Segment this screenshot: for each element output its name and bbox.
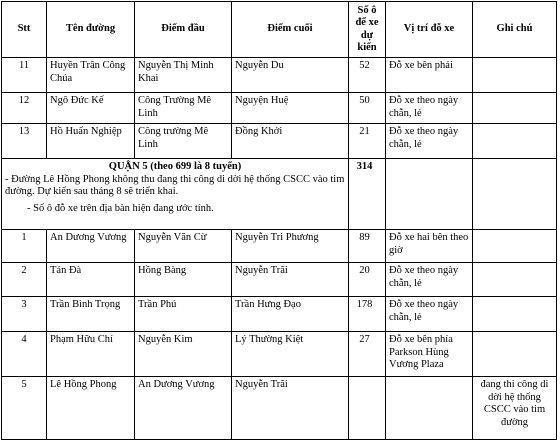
cell-ghi-chu [473, 297, 557, 332]
cell-diem-cuoi: Nguyễn Trãi [232, 263, 349, 297]
table-row [2, 297, 557, 332]
cell-so-o: 89 [349, 230, 386, 263]
district-note: - Số ô đỗ xe trên địa bàn hiện đang ước tính. [27, 202, 214, 214]
cell-ten-duong: Hồ Huấn Nghiệp [47, 124, 135, 159]
cell-diem-cuoi: Nguyện Huệ [232, 93, 349, 124]
cell-diem-dau: Nguyễn Thị Minh Khai [135, 58, 232, 93]
table-row [2, 124, 557, 159]
district-total: 314 [349, 159, 386, 230]
table-row [2, 377, 557, 440]
cell-ghi-chu [473, 263, 557, 297]
table-row [2, 230, 557, 263]
cell-diem-dau: Hồng Bàng [135, 263, 232, 297]
cell-diem-cuoi: Nguyễn Tri Phương [232, 230, 349, 263]
parking-table [1, 1, 557, 440]
cell-so-o: 178 [349, 297, 386, 332]
cell-so-o: 20 [349, 263, 386, 297]
cell-ten-duong: Huyền Trân Công Chúa [47, 58, 135, 93]
cell-ghi-chu [473, 159, 557, 230]
table-row [2, 332, 557, 377]
table-row [2, 58, 557, 93]
cell-vi-tri: Đỗ xe hai bên theo giờ [386, 230, 473, 263]
cell-ten-duong: Lê Hồng Phong [47, 377, 135, 440]
district-row [2, 159, 557, 230]
cell-ghi-chu: đang thi công di dời hệ thống CSCC vào tim đường [473, 377, 557, 440]
cell-vi-tri: Đỗ xe bên phải [386, 58, 473, 93]
cell-stt: 2 [2, 263, 47, 297]
district-title: QUẬN 5 (theo 699 là 8 tuyến) [108, 161, 242, 172]
table-row [2, 93, 557, 124]
cell-vi-tri: Đỗ xe theo ngày chẵn, lẻ [386, 263, 473, 297]
header-row [2, 2, 557, 58]
cell-diem-cuoi: Lý Thường Kiệt [232, 332, 349, 377]
district-note: - Đường Lê Hồng Phong không thu đang thi công di dời hệ thống CSCC vào tim đường. Dự kiến sau tháng 8 sẽ triển khai. [5, 173, 345, 197]
header-ten-duong: Tên đường [47, 2, 135, 58]
cell-so-o: 52 [349, 58, 386, 93]
cell-so-o: 50 [349, 93, 386, 124]
cell-ten-duong: Ngô Đức Kế [47, 93, 135, 124]
cell-ten-duong: An Dương Vương [47, 230, 135, 263]
cell-diem-cuoi: Trần Hưng Đạo [232, 297, 349, 332]
cell-ten-duong: Tản Đà [47, 263, 135, 297]
cell-diem-cuoi: Nguyễn Du [232, 58, 349, 93]
cell-diem-dau: Trần Phú [135, 297, 232, 332]
cell-diem-dau: An Dương Vương [135, 377, 232, 440]
table-row [2, 263, 557, 297]
cell-vi-tri: Đỗ xe bên phía Parkson Hùng Vương Plaza [386, 332, 473, 377]
cell-diem-dau: Nguyễn Văn Cừ [135, 230, 232, 263]
table-header [2, 2, 557, 58]
cell-ghi-chu [473, 230, 557, 263]
cell-ghi-chu [473, 124, 557, 159]
cell-vi-tri: Đỗ xe theo ngày chẵn, lẻ [386, 124, 473, 159]
cell-stt: 12 [2, 93, 47, 124]
cell-stt: 13 [2, 124, 47, 159]
cell-vi-tri [386, 377, 473, 440]
cell-stt: 11 [2, 58, 47, 93]
cell-stt: 5 [2, 377, 47, 440]
cell-stt: 4 [2, 332, 47, 377]
header-stt: Stt [2, 2, 47, 58]
header-diem-cuoi: Điểm cuối [232, 2, 349, 58]
cell-ghi-chu [473, 332, 557, 377]
cell-so-o [349, 377, 386, 440]
cell-ghi-chu [473, 93, 557, 124]
cell-diem-cuoi: Đồng Khởi [232, 124, 349, 159]
cell-ten-duong: Phạm Hữu Chí [47, 332, 135, 377]
header-diem-dau: Điểm đầu [135, 2, 232, 58]
table-body [2, 58, 557, 440]
cell-so-o: 27 [349, 332, 386, 377]
cell-diem-dau: Công trường Mê Linh [135, 124, 232, 159]
district-info-cell [2, 159, 349, 230]
cell-vi-tri [386, 159, 473, 230]
header-ghi-chu: Ghi chú [473, 2, 557, 58]
cell-so-o: 21 [349, 124, 386, 159]
cell-stt: 1 [2, 230, 47, 263]
cell-stt: 3 [2, 297, 47, 332]
header-so-o: Số ô để xe dự kiến [349, 2, 386, 58]
cell-diem-cuoi: Nguyễn Trãi [232, 377, 349, 440]
cell-diem-dau: Nguyễn Kim [135, 332, 232, 377]
cell-vi-tri: Đỗ xe theo ngày chẵn, lẻ [386, 93, 473, 124]
cell-ten-duong: Trần Bình Trọng [47, 297, 135, 332]
cell-vi-tri: Đỗ xe theo ngày chẵn, lẻ [386, 297, 473, 332]
header-vi-tri: Vị trí đỗ xe [386, 2, 473, 58]
cell-ghi-chu [473, 58, 557, 93]
cell-diem-dau: Công Trường Mê Linh [135, 93, 232, 124]
